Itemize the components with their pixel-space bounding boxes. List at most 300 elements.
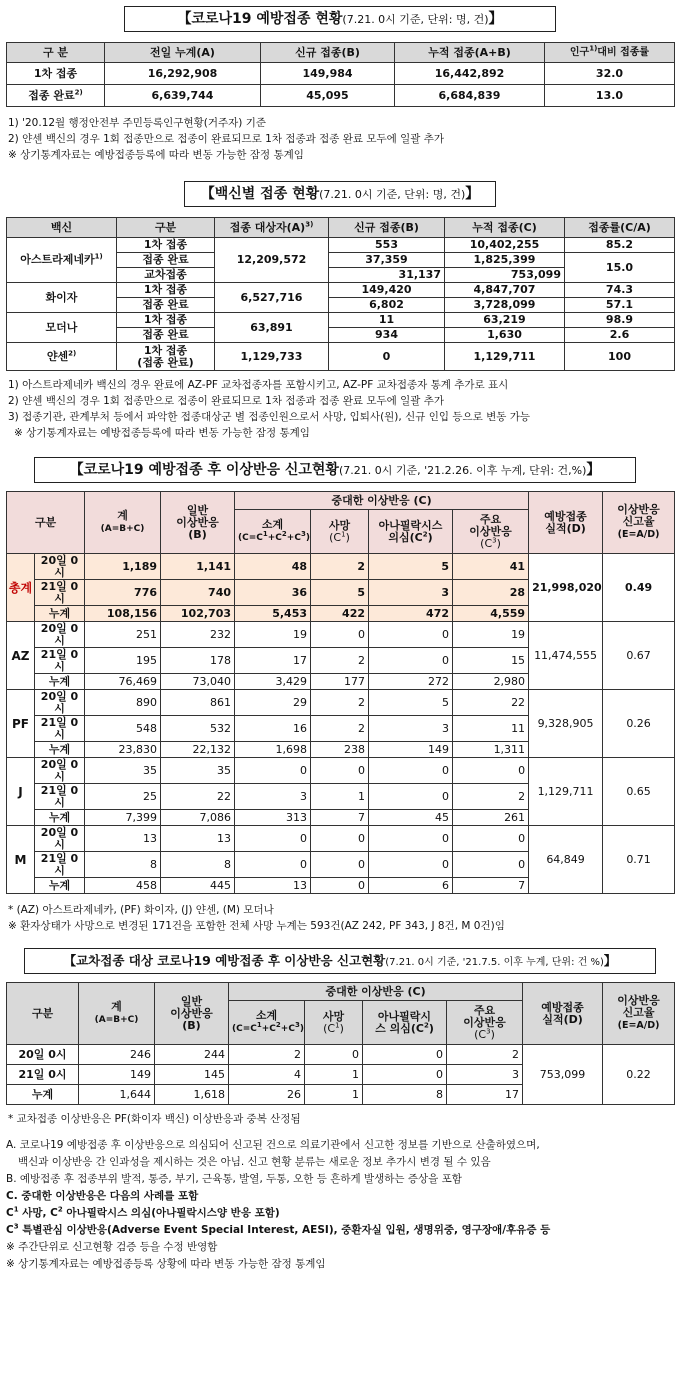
s3-cell: 17 [235, 648, 311, 674]
s3-cell: 3 [369, 580, 453, 606]
s3-cell: 0 [235, 758, 311, 784]
s3-perf: 21,998,020 [529, 554, 603, 622]
s3-cell: 19 [453, 622, 529, 648]
s4-h-sub-1: 소계 [255, 1009, 278, 1022]
s2-h-vaccine: 백신 [7, 218, 117, 238]
note: 2) 얀센 백신의 경우 1회 접종만으로 접종이 완료되므로 1차 접종과 접종 완료 모두에 일괄 추가 [8, 133, 445, 145]
s2-cell [117, 343, 215, 371]
footer-c: C. 중대한 이상반응은 다음의 사례를 포함 [6, 1190, 199, 1202]
s4-cell: 0 [363, 1065, 447, 1085]
s3-cell: 1 [311, 784, 369, 810]
s3-cell: 7,086 [161, 810, 235, 826]
s4-h-total [79, 983, 155, 1045]
s3-h-subtotal [235, 510, 311, 554]
s4-cell: 17 [447, 1085, 523, 1105]
s3-cell: 232 [161, 622, 235, 648]
s4-title-end: 】 [603, 953, 617, 968]
s3-h-rate-2: 신고율 [622, 515, 655, 528]
s1-h-cum: 누적 접종(A+B) [395, 43, 545, 63]
s3-cell: 178 [161, 648, 235, 674]
s3-h-death-1: 사망 [328, 518, 351, 532]
s3-row-label: 누계 [35, 674, 85, 690]
s3-rate: 0.65 [603, 758, 675, 826]
s3-row-label: 21일 0시 [35, 784, 85, 810]
s3-h-total-1: 계 [117, 509, 128, 522]
footer-b: B. 예방접종 후 접종부위 발적, 통증, 부기, 근육통, 발열, 두통, 오한 등 흔하게 발생하는 증상을 포함 [6, 1173, 462, 1185]
s4-h-ana-2: 스 의심$(C^2)$ [375, 1020, 434, 1035]
s1-cell: 6,639,744 [105, 85, 261, 107]
s3-h-general [161, 492, 235, 554]
s4-h-subtotal [229, 1001, 305, 1045]
s3-cell: 102,703 [161, 606, 235, 622]
s2-cell: 74.3 [565, 283, 675, 298]
s3-group-name: 총계 [7, 554, 35, 622]
s3-row-label: 누계 [35, 810, 85, 826]
s1-cell: 6,684,839 [395, 85, 545, 107]
s3-cell: 0 [235, 852, 311, 878]
s2-cell: 57.1 [565, 298, 675, 313]
s2-cell: 31,137 [329, 268, 445, 283]
s4-h-major-1: 주요 [473, 1003, 496, 1017]
s3-cell: 22 [161, 784, 235, 810]
s2-h-cum: 누적 접종(C) [445, 218, 565, 238]
s4-h-major-2: 이상반응 [463, 1015, 506, 1029]
s3-cell: 0 [453, 758, 529, 784]
s4-cell: 149 [79, 1065, 155, 1085]
s3-cell: 7 [453, 878, 529, 894]
s3-cell: 25 [85, 784, 161, 810]
s4-h-gen-3: (B) [182, 1018, 201, 1032]
s2-cell: 63,219 [445, 313, 565, 328]
s3-perf: 64,849 [529, 826, 603, 894]
s3-cell: 1,189 [85, 554, 161, 580]
s3-cell: 4,559 [453, 606, 529, 622]
s3-cell: 0 [311, 852, 369, 878]
s2-md-r1 [7, 313, 675, 328]
s3-row-label: 20일 0시 [35, 758, 85, 784]
s4-title [24, 948, 656, 974]
s4-h-major-3: $(C^3)$ [474, 1026, 495, 1041]
s1-cell: 접종 완료$^{2)}$ [7, 85, 105, 107]
s3-cell: 0 [311, 826, 369, 852]
s3-h-rate [603, 492, 675, 554]
s3-row-label: 21일 0시 [35, 648, 85, 674]
s2-cell: 934 [329, 328, 445, 343]
s4-h-perf-1: 예방접종 [541, 1000, 584, 1014]
s4-h-death [305, 1001, 363, 1045]
s3-group-name: M [7, 826, 35, 894]
s3-cell: 0 [369, 622, 453, 648]
s4-title-text: 【교차접종 대상 코로나19 예방접종 후 이상반응 신고현황 [63, 953, 386, 968]
s3-row [7, 758, 675, 784]
s3-cell: 19 [235, 622, 311, 648]
s2-cell: 753,099 [445, 268, 565, 283]
s4-cell: 1,644 [79, 1085, 155, 1105]
s3-cell: 776 [85, 580, 161, 606]
s4-h-sub-2: $(C=C^1+C^2+C^3)$ [232, 1021, 304, 1034]
s4-h-ana [363, 1001, 447, 1045]
s3-cell: 29 [235, 690, 311, 716]
s3-cell: 1,698 [235, 742, 311, 758]
s3-cell: 8 [161, 852, 235, 878]
s1-cell: 16,442,892 [395, 63, 545, 85]
s3-cell: 445 [161, 878, 235, 894]
s3-rate: 0.67 [603, 622, 675, 690]
s3-cell: 149 [369, 742, 453, 758]
s2-h-rate: 접종률(C/A) [565, 218, 675, 238]
s2-cell: 553 [329, 238, 445, 253]
s4-h-rate-1: 이상반응 [617, 994, 660, 1007]
s3-cell: 0 [311, 758, 369, 784]
s1-notes [0, 115, 680, 163]
s3-cell: 35 [161, 758, 235, 784]
s3-row-label: 21일 0시 [35, 716, 85, 742]
s3-cell: 13 [85, 826, 161, 852]
s2-az-r1 [7, 238, 675, 253]
s2-pf-r1 [7, 283, 675, 298]
s3-row-label: 누계 [35, 742, 85, 758]
s2-cell: 교차접종 [117, 268, 215, 283]
s1-title-end: 】 [488, 11, 503, 27]
s3-group-name: PF [7, 690, 35, 758]
s2-cell: 37,359 [329, 253, 445, 268]
s4-h-gen-2: 이상반응 [170, 1006, 213, 1020]
s1-cell: 32.0 [545, 63, 675, 85]
s1-h-rate: 인구$^{1)}$대비 접종률 [545, 43, 675, 63]
s3-row [7, 554, 675, 580]
s3-h-ana-1: 아나필락시스 [378, 518, 443, 532]
s4-cell: 20일 0시 [7, 1045, 79, 1065]
s3-cell: 13 [161, 826, 235, 852]
s4-cell: 1,618 [155, 1085, 229, 1105]
s3-h-major-1: 주요 [479, 512, 502, 526]
s3-h-perf-1: 예방접종 [544, 509, 587, 523]
s3-group-name: J [7, 758, 35, 826]
s4-h-death-1: 사망 [322, 1009, 345, 1023]
s3-cell: 251 [85, 622, 161, 648]
s3-cell: 2 [311, 690, 369, 716]
s4-cell: 2 [229, 1045, 305, 1065]
s4-rate: 0.22 [603, 1045, 675, 1105]
s2-cell: 3,728,099 [445, 298, 565, 313]
s2-js-name: 얀센$^{2)}$ [7, 343, 117, 371]
s2-js-row [7, 343, 675, 371]
s2-h-target: 접종 대상자$(A)^{3)}$ [215, 218, 329, 238]
s1-cell: 1차 접종 [7, 63, 105, 85]
s1-h-new: 신규 접종(B) [261, 43, 395, 63]
s3-notes [0, 902, 680, 934]
s2-cell: 1,825,399 [445, 253, 565, 268]
s2-pf-name: 화이자 [7, 283, 117, 313]
s1-header-row [7, 43, 675, 63]
s3-h-sub-1: 소계 [261, 518, 284, 531]
s3-cell: 7 [311, 810, 369, 826]
s3-cell: 0 [311, 878, 369, 894]
s3-row [7, 622, 675, 648]
s4-cell: 3 [447, 1065, 523, 1085]
s1-cell: 149,984 [261, 63, 395, 85]
s4-h-serious: 중대한 이상반응 (C) [229, 983, 523, 1001]
s3-h-gen-2: 이상반응 [176, 515, 219, 529]
s3-row-label: 20일 0시 [35, 826, 85, 852]
s2-cell: 접종 완료 [117, 253, 215, 268]
s3-cell: 0 [311, 622, 369, 648]
s1-row-complete [7, 85, 675, 107]
s3-row-label: 20일 0시 [35, 554, 85, 580]
s4-perf: 753,099 [523, 1045, 603, 1105]
s2-md-name: 모더나 [7, 313, 117, 343]
s3-h-major-3: $(C^3)$ [480, 535, 501, 550]
s3-perf: 11,474,555 [529, 622, 603, 690]
s2-table [6, 217, 675, 371]
s2-notes [0, 377, 680, 441]
s2-cell: 149,420 [329, 283, 445, 298]
s3-cell: 23,830 [85, 742, 161, 758]
s3-cell: 73,040 [161, 674, 235, 690]
s4-title-sub: (7.21. 0시 기준, '21.7.5. 이후 누계, 단위: 건 %) [385, 957, 604, 968]
s4-table [6, 982, 675, 1105]
s1-cell: 16,292,908 [105, 63, 261, 85]
note: ※ 상기통계자료는 예방접종등록에 따라 변동 가능한 잠정 통계임 [14, 427, 310, 439]
s2-title-end: 】 [465, 186, 480, 202]
s2-header-row [7, 218, 675, 238]
s3-table [6, 491, 675, 894]
s2-az-name: 아스트라제네카$^{1)}$ [7, 238, 117, 283]
s3-h-gubun: 구분 [7, 492, 85, 554]
s1-cell: 45,095 [261, 85, 395, 107]
s3-cell: 458 [85, 878, 161, 894]
s1-table [6, 42, 675, 107]
s4-cell: 1 [305, 1085, 363, 1105]
s3-cell: 41 [453, 554, 529, 580]
s3-cell: 2 [311, 716, 369, 742]
s2-cell: 15.0 [565, 253, 675, 283]
s3-cell: 272 [369, 674, 453, 690]
s4-header-row1 [7, 983, 675, 1001]
s3-cell: 195 [85, 648, 161, 674]
s3-cell: 48 [235, 554, 311, 580]
s2-title [184, 181, 496, 207]
s2-js-gubun2: (접종 완료) [137, 355, 194, 369]
s4-h-rate [603, 983, 675, 1045]
s3-cell: 0 [453, 852, 529, 878]
s3-row-label: 21일 0시 [35, 580, 85, 606]
s4-cell: 4 [229, 1065, 305, 1085]
s3-cell: 2 [311, 554, 369, 580]
s3-row-label: 누계 [35, 878, 85, 894]
s4-cell: 1 [305, 1065, 363, 1085]
s3-cell: 3,429 [235, 674, 311, 690]
s3-cell: 861 [161, 690, 235, 716]
s4-h-rate-2: 신고율 [622, 1006, 655, 1019]
s1-h-gubun: 구 분 [7, 43, 105, 63]
s3-row [7, 690, 675, 716]
s3-h-serious: 중대한 이상반응 (C) [235, 492, 529, 510]
s3-h-ana-2: 의심$(C^2)$ [388, 529, 433, 544]
s4-cell: 145 [155, 1065, 229, 1085]
footer-c1: $C^1$ 사망, $C^2$ 아나필락시스 의심(아나필락시스양 반응 포함) [6, 1205, 280, 1219]
s4-cell: 26 [229, 1085, 305, 1105]
footer-c3: $C^3$ 특별관심 이상반응(Adverse Event Special Interest, AESI), 중환자실 입원, 생명위중, 영구장애/후유증 등 [6, 1222, 551, 1236]
s3-cell: 1,141 [161, 554, 235, 580]
note: * (AZ) 아스트라제네카, (PF) 화이자, (J) 얀센, (M) 모더나 [8, 904, 274, 916]
s3-cell: 3 [369, 716, 453, 742]
s1-row-first [7, 63, 675, 85]
s2-cell: 0 [329, 343, 445, 371]
s3-h-death-2: $(C^1)$ [329, 529, 350, 544]
s3-cell: 22 [453, 690, 529, 716]
s3-cell: 2,980 [453, 674, 529, 690]
s2-title-text: 【백신별 접종 현황 [200, 186, 320, 202]
s4-row [7, 1045, 675, 1065]
s3-h-ana [369, 510, 453, 554]
s3-cell: 0 [235, 826, 311, 852]
s1-title [124, 6, 556, 32]
s3-cell: 15 [453, 648, 529, 674]
s2-cell: 1차 접종 [117, 283, 215, 298]
s2-cell: 98.9 [565, 313, 675, 328]
s3-h-major [453, 510, 529, 554]
s1-title-sub: (7.21. 0시 기준, 단위: 명, 건) [342, 13, 489, 26]
s3-cell: 177 [311, 674, 369, 690]
note: ※ 상기통계자료는 예방접종등록에 따라 변동 가능한 잠정 통계임 [8, 149, 304, 161]
s3-title [34, 457, 636, 483]
s3-cell: 5 [369, 690, 453, 716]
s3-row-label: 누계 [35, 606, 85, 622]
s3-cell: 0 [369, 784, 453, 810]
note: 1) 아스트라제네카 백신의 경우 완료에 AZ-PF 교차접종자를 포함시키고, AZ-PF 교차접종자 통계 추가로 표시 [8, 379, 509, 391]
s3-h-rate-1: 이상반응 [617, 503, 660, 516]
s4-cell: 21일 0시 [7, 1065, 79, 1085]
footer-n1: ※ 주간단위로 신고현황 검증 등을 수정 반영함 [6, 1241, 218, 1253]
footer-a2: 백신과 이상반응 간 인과성을 제시하는 것은 아님. 신고 현황 분류는 새로운 정보 추가시 변경 될 수 있음 [18, 1156, 491, 1168]
s2-cell: 1차 접종 [117, 313, 215, 328]
s3-h-major-2: 이상반응 [469, 524, 512, 538]
s3-body [7, 554, 675, 894]
s3-cell: 5,453 [235, 606, 311, 622]
s3-cell: 22,132 [161, 742, 235, 758]
note: 1) '20.12월 행정안전부 주민등록인구현황(거주자) 기준 [8, 117, 266, 129]
s4-h-ana-1: 아나필락시 [377, 1009, 432, 1023]
note: 3) 접종기관, 관계부처 등에서 파악한 접종대상군 별 접종인원으로서 사망, 입퇴사(원), 신규 인입 등으로 변동 가능 [8, 411, 530, 423]
footer-n2: ※ 상기통계자료는 예방접종등록 상황에 따라 변동 가능한 잠정 통계임 [6, 1258, 326, 1270]
note: * 교차접종 이상반응은 PF(화이자 백신) 이상반응과 중복 산정됨 [8, 1113, 301, 1125]
s3-cell: 313 [235, 810, 311, 826]
s4-cell: 0 [305, 1045, 363, 1065]
s2-h-gubun: 구분 [117, 218, 215, 238]
s3-h-total-2: (A=B+C) [100, 524, 145, 534]
s3-cell: 238 [311, 742, 369, 758]
s3-header-row1 [7, 492, 675, 510]
s3-h-total [85, 492, 161, 554]
s3-perf: 9,328,905 [529, 690, 603, 758]
s3-cell: 0 [369, 852, 453, 878]
s3-h-gen-3: (B) [188, 527, 207, 541]
s3-group-name: AZ [7, 622, 35, 690]
s3-cell: 532 [161, 716, 235, 742]
s3-row-label: 20일 0시 [35, 690, 85, 716]
s3-cell: 13 [235, 878, 311, 894]
s3-title-end: 】 [586, 462, 601, 478]
s2-cell: 1차 접종 [117, 238, 215, 253]
s2-cell: 6,802 [329, 298, 445, 313]
s3-row-label: 21일 0시 [35, 852, 85, 878]
s2-cell: 100 [565, 343, 675, 371]
s3-cell: 6 [369, 878, 453, 894]
s3-cell: 36 [235, 580, 311, 606]
s4-h-total-1: 계 [111, 1000, 122, 1013]
s2-cell: 11 [329, 313, 445, 328]
s4-cell: 0 [363, 1045, 447, 1065]
s3-h-perf [529, 492, 603, 554]
s3-cell: 1,311 [453, 742, 529, 758]
s2-cell: 1,630 [445, 328, 565, 343]
s3-rate: 0.71 [603, 826, 675, 894]
s3-cell: 5 [369, 554, 453, 580]
s3-h-rate-3: (E=A/D) [617, 529, 660, 540]
s3-title-text: 【코로나19 예방접종 후 이상반응 신고현황 [69, 462, 339, 478]
s3-perf: 1,129,711 [529, 758, 603, 826]
s3-cell: 261 [453, 810, 529, 826]
s3-cell: 3 [235, 784, 311, 810]
s3-cell: 0 [369, 758, 453, 784]
s4-h-death-2: $(C^1)$ [323, 1020, 344, 1035]
s2-cell: 2.6 [565, 328, 675, 343]
s2-cell: 1,129,711 [445, 343, 565, 371]
s3-rate: 0.49 [603, 554, 675, 622]
s2-cell: 4,847,707 [445, 283, 565, 298]
s3-rate: 0.26 [603, 690, 675, 758]
s3-cell: 28 [453, 580, 529, 606]
s3-cell: 890 [85, 690, 161, 716]
s3-cell: 472 [369, 606, 453, 622]
s3-cell: 7,399 [85, 810, 161, 826]
s3-cell: 16 [235, 716, 311, 742]
s3-cell: 422 [311, 606, 369, 622]
s3-cell: 2 [311, 648, 369, 674]
s4-cell: 8 [363, 1085, 447, 1105]
s3-cell: 76,469 [85, 674, 161, 690]
note: 2) 얀센 백신의 경우 1회 접종만으로 접종이 완료되므로 1차 접종과 접종 완료 모두에 일괄 추가 [8, 395, 445, 407]
footer [0, 1137, 680, 1273]
s2-cell: 접종 완료 [117, 328, 215, 343]
s4-cell: 246 [79, 1045, 155, 1065]
s3-h-sub-2: $(C=C^1+C^2+C^3)$ [238, 530, 310, 543]
s2-cell: 6,527,716 [215, 283, 329, 313]
s3-cell: 11 [453, 716, 529, 742]
s4-cell: 누계 [7, 1085, 79, 1105]
s4-h-gen-1: 일반 [180, 994, 203, 1008]
s2-cell: 12,209,572 [215, 238, 329, 283]
s2-cell: 1,129,733 [215, 343, 329, 371]
s2-js-gubun1: 1차 접종 [143, 343, 188, 357]
s3-row-label: 20일 0시 [35, 622, 85, 648]
s3-h-perf-2: 실적(D) [545, 521, 586, 535]
s3-h-gen-1: 일반 [186, 503, 209, 517]
footer-a1: A. 코로나19 예방접종 후 이상반응으로 의심되어 신고된 건으로 의료기관에서 신고한 정보를 기반으로 산출하였으며, [6, 1139, 540, 1151]
s1-h-prev: 전일 누계(A) [105, 43, 261, 63]
s4-h-general [155, 983, 229, 1045]
s2-h-new: 신규 접종(B) [329, 218, 445, 238]
s3-h-death [311, 510, 369, 554]
s4-h-gubun: 구분 [7, 983, 79, 1045]
s3-cell: 45 [369, 810, 453, 826]
s1-title-text: 【코로나19 예방접종 현황 [177, 11, 343, 27]
s3-cell: 0 [369, 648, 453, 674]
s3-cell: 5 [311, 580, 369, 606]
s3-cell: 740 [161, 580, 235, 606]
s3-cell: 0 [369, 826, 453, 852]
